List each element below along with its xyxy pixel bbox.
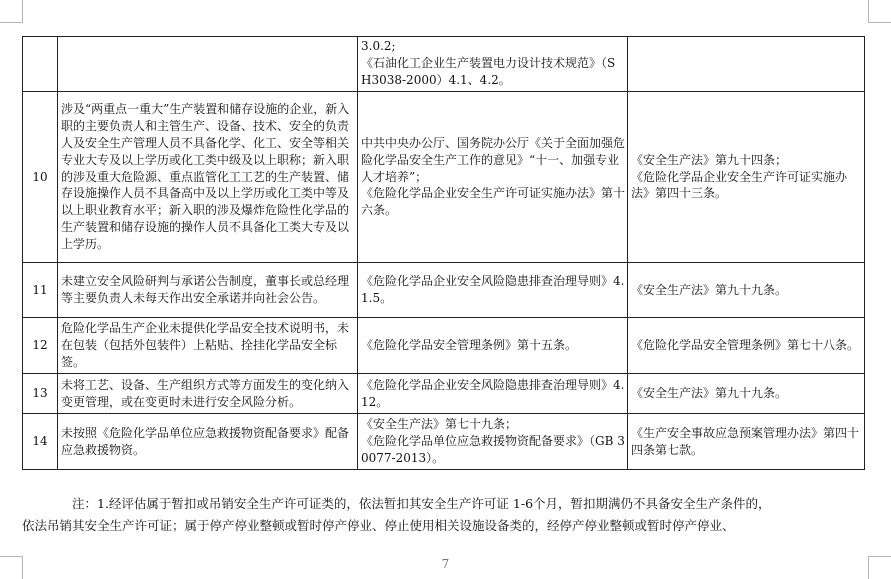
basis-cell: 《危险化学品企业安全风险隐患排查治理导则》4.12。 bbox=[358, 374, 628, 414]
table-row bbox=[23, 318, 865, 374]
regulation-table bbox=[22, 36, 865, 470]
row-number: 12 bbox=[23, 318, 58, 374]
basis-cell: 中共中央办公厅、国务院办公厅《关于全面加强危险化学品安全生产工作的意见》“十一、加强专业人才培养”； 《危险化学品企业安全生产许可证实施办法》第十六条。 bbox=[358, 92, 628, 263]
penalty-cell: 《安全生产法》第九十九条。 bbox=[628, 263, 865, 318]
note-line-2: 依法吊销其安全生产许可证；属于停产停业整顿或暂时停产停业、停止使用相关设施设备类的，经停产停业整顿或暂时停产停业、 bbox=[22, 518, 735, 533]
basis-cell: 《危险化学品安全管理条例》第十五条。 bbox=[358, 318, 628, 374]
note-line-1: 注：1.经评估属于暂扣或吊销安全生产许可证类的，依法暂扣其安全生产许可证 1-6个月，暂扣期满仍不具备安全生产条件的， bbox=[72, 496, 771, 511]
table-row bbox=[23, 414, 865, 470]
issue-cell: 未将工艺、设备、生产组织方式等方面发生的变化纳入变更管理，或在变更时未进行安全风险分析。 bbox=[58, 374, 358, 414]
issue-cell: 未建立安全风险研判与承诺公告制度，董事长或总经理等主要负责人未每天作出安全承诺并向社会公告。 bbox=[58, 263, 358, 318]
issue-cell: 涉及“两重点一重大”生产装置和储存设施的企业，新入职的主要负责人和主管生产、设备、技术、安全的负责人及安全生产管理人员不具备化学、化工、安全等相关专业大专及以上学历或化工类中级及以上职称；新入职的涉及重大危险源、重点监管化工工艺的生产装置、储存设施操作人员不具备高中及以上学历或化工类中等及以上职业教育水平；新入职的涉及爆炸危险性化学品的生产装置和储存设施的操作人员不具备化工类大专及以上学历。 bbox=[58, 92, 358, 263]
basis-cell: 《危险化学品企业安全风险隐患排查治理导则》4.1.5。 bbox=[358, 263, 628, 318]
row-number: 14 bbox=[23, 414, 58, 470]
crop-mark-top-right bbox=[868, 0, 891, 23]
page-number: 7 bbox=[441, 557, 450, 571]
penalty-cell: 《安全生产法》第九十九条。 bbox=[628, 374, 865, 414]
issue-cell bbox=[58, 37, 358, 92]
row-number: 13 bbox=[23, 374, 58, 414]
row-number: 10 bbox=[23, 92, 58, 263]
penalty-cell: 《生产安全事故应急预案管理办法》第四十四条第七款。 bbox=[628, 414, 865, 470]
basis-cell: 3.0.2; 《石油化工企业生产装置电力设计技术规范》（SH3038-2000）4.1、4.2。 bbox=[358, 37, 628, 92]
table-row bbox=[23, 263, 865, 318]
issue-cell: 未按照《危险化学品单位应急救援物资配备要求》配备应急救援物资。 bbox=[58, 414, 358, 470]
issue-cell: 危险化学品生产企业未提供化学品安全技术说明书，未在包装（包括外包装件）上粘贴、拴挂化学品安全标签。 bbox=[58, 318, 358, 374]
crop-mark-top-left bbox=[0, 0, 23, 23]
row-number bbox=[23, 37, 58, 92]
penalty-cell: 《危险化学品安全管理条例》第七十八条。 bbox=[628, 318, 865, 374]
table-row bbox=[23, 37, 865, 92]
basis-cell: 《安全生产法》第七十九条； 《危险化学品单位应急救援物资配备要求》（GB 30077-2013）。 bbox=[358, 414, 628, 470]
penalty-cell: 《安全生产法》第九十四条； 《危险化学品企业安全生产许可证实施办法》第四十三条。 bbox=[628, 92, 865, 263]
penalty-cell bbox=[628, 37, 865, 92]
table-row bbox=[23, 92, 865, 263]
table-row bbox=[23, 374, 865, 414]
row-number: 11 bbox=[23, 263, 58, 318]
